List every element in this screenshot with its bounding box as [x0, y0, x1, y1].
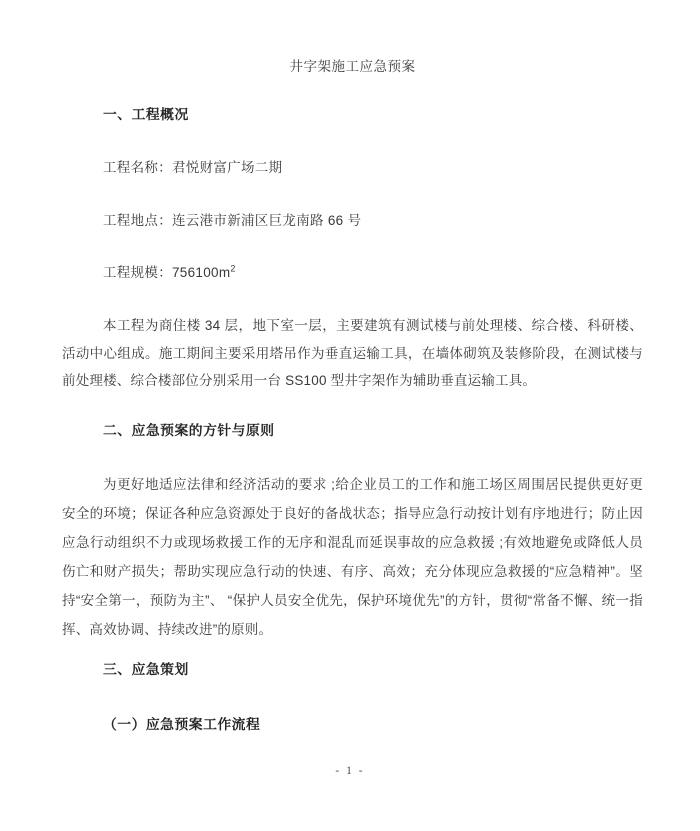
project-location-line: 工程地点：连云港市新浦区巨龙南路 66 号: [103, 213, 362, 228]
section-heading-project-overview: 一、工程概况: [103, 107, 189, 122]
section-heading-emergency-planning: 三、应急策划: [103, 662, 189, 677]
project-scale-line: [62, 262, 643, 284]
project-description-paragraph: 本工程为商住楼 34 层，地下室一层，主要建筑有测试楼与前处理楼、综合楼、科研楼、活动中心组成。施工期间主要采用塔吊作为垂直运输工具，在墙体砌筑及装修阶段，在测试楼与前处理楼、综合楼部位分别采用一台 SS100 型井字架作为辅助垂直运输工具。: [62, 318, 643, 388]
subsection-heading-workflow: （一）应急预案工作流程: [103, 717, 261, 732]
project-scale-superscript: 2: [230, 263, 236, 274]
project-scale-text: 工程规模：756100m: [103, 265, 231, 280]
policy-principles-paragraph: 为更好地适应法律和经济活动的要求 ;给企业员工的工作和施工场区周围居民提供更好更安全的环境；保证各种应急资源处于良好的备战状态；指导应急行动按计划有序地进行；防止因应急行动组织不力或现场救援工作的无序和混乱而延误事故的应急救援 ;有效地避免或降低人员伤亡和财产损失；帮助实现应急行动的快速、有序、高效；充分体现应急救援的“应急精神”。坚持“安全第一，预防为主”、 “保护人员安全优先，保护环境优先”的方针，贯彻“常备不懈、统一指挥、高效协调、持续改进”的原则。: [62, 477, 643, 637]
page-number: - 1 -: [335, 765, 365, 777]
section-heading-policy-principles: 二、应急预案的方针与原则: [103, 423, 275, 438]
project-name-line: 工程名称：君悦财富广场二期: [103, 160, 283, 175]
document-title: 井字架施工应急预案: [289, 59, 416, 74]
